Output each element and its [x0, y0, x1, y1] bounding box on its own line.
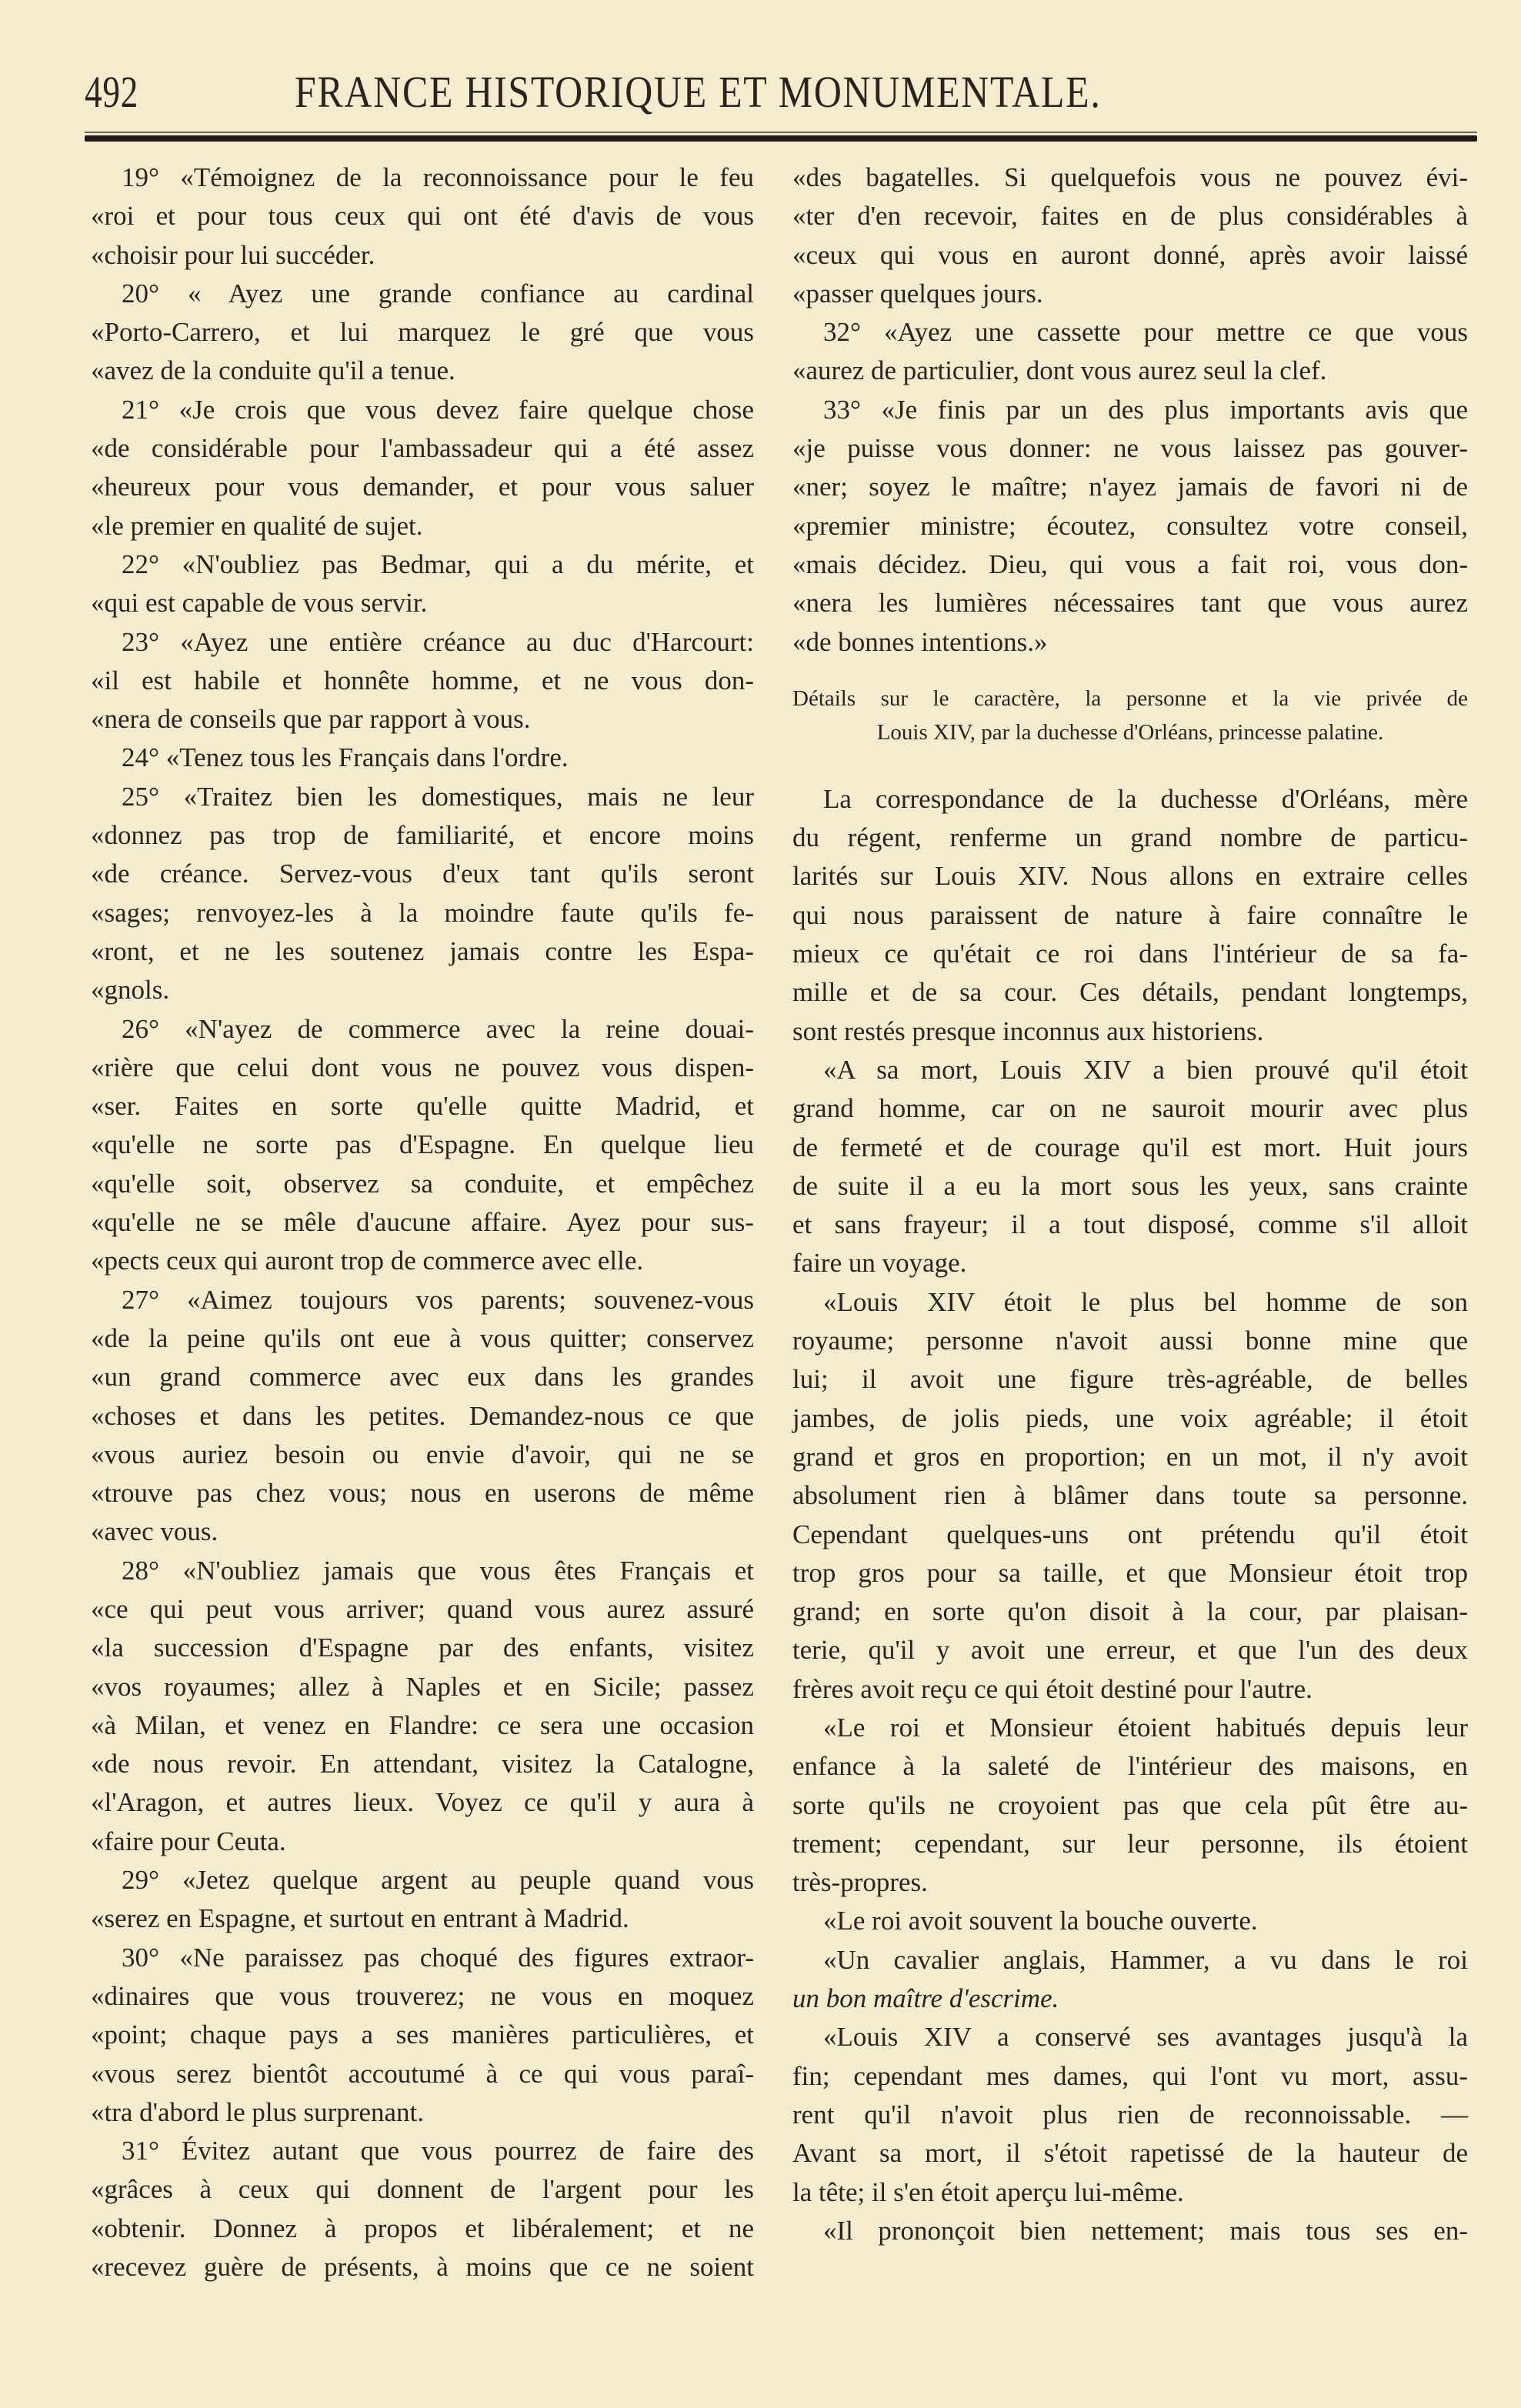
paragraph — [91, 2132, 754, 2286]
text-line: grand homme, car on ne sauroit mourir avec plus — [792, 1093, 1468, 1124]
paragraph — [792, 1283, 1468, 1709]
paragraph — [91, 391, 754, 545]
text-line: 23° «Ayez une entière créance au duc d'Harcourt: — [122, 626, 754, 657]
text-line: «de nous revoir. En attendant, visitez la Catalogne, — [91, 1749, 754, 1779]
text-line: «dinaires que vous trouverez; ne vous en moquez — [91, 1980, 754, 2011]
text-line: la tête; il s'en étoit aperçu lui-même. — [792, 2176, 1184, 2207]
text-line: «choisir pour lui succéder. — [91, 239, 375, 270]
text-line: grand et gros en proportion; en un mot, il n'y avoit — [792, 1441, 1468, 1472]
text-line: qui nous paraissent de nature à faire connaître le — [792, 899, 1468, 930]
text-line: «Louis XIV a conservé ses avantages jusqu'à la — [823, 2022, 1468, 2053]
text-line: 20° « Ayez une grande confiance au cardinal — [122, 278, 754, 309]
text-line: «Il prononçoit bien nettement; mais tous ses en- — [823, 2215, 1468, 2246]
text-line: «de créance. Servez-vous d'eux tant qu'ils seront — [91, 859, 754, 889]
text-line: «l'Aragon, et autres lieux. Voyez ce qu'il y aura à — [91, 1787, 754, 1818]
text-line: «recevez guère de présents, à moins que ce ne soient — [91, 2252, 754, 2283]
text-line: mille et de sa cour. Ces détails, pendant longtemps, — [792, 977, 1468, 1008]
text-line: «il est habile et honnête homme, et ne vous don- — [91, 665, 754, 695]
text-line: 21° «Je crois que vous devez faire quelque chose — [122, 394, 754, 425]
text-line: «je puisse vous donner: ne vous laissez pas gouver- — [792, 433, 1468, 464]
header-rule — [85, 135, 1477, 142]
text-line: de suite il a eu la mort sous les yeux, sans crainte — [792, 1170, 1468, 1201]
paragraph — [91, 545, 754, 623]
text-line: «mais décidez. Dieu, qui vous a fait roi, vous don- — [792, 549, 1468, 579]
text-line: et sans frayeur; il a tout disposé, comme s'il alloit — [792, 1209, 1468, 1240]
text-line: lui; il avoit une figure très-agréable, de belles — [792, 1364, 1468, 1395]
text-line: «heureux pour vous demander, et pour vous saluer — [91, 472, 754, 502]
text-line: 31° Évitez autant que vous pourrez de faire des — [122, 2136, 754, 2166]
text-line: «ront, et ne les soutenez jamais contre les Espa- — [91, 936, 754, 966]
text-line: 22° «N'oubliez pas Bedmar, qui a du mérite, et — [122, 549, 754, 579]
text-line: «Le roi et Monsieur étoient habitués depuis leur — [823, 1712, 1468, 1743]
text-line: trop gros pour sa taille, et que Monsieur étoit trop — [792, 1557, 1468, 1588]
right-column-after-caption — [792, 780, 1468, 2250]
right-column — [792, 158, 1468, 2250]
text-line: «ner; soyez le maître; n'ayez jamais de favori ni de — [792, 472, 1468, 502]
text-line: «de bonnes intentions.» — [792, 626, 1048, 657]
text-line: 19° «Témoignez de la reconnoissance pour le feu — [122, 162, 754, 192]
text-line: «tra d'abord le plus surprenant. — [91, 2096, 424, 2127]
text-line: «vous serez bientôt accoutumé à ce qui vous paraî- — [91, 2058, 754, 2089]
text-line: «avez de la conduite qu'il a tenue. — [91, 355, 455, 386]
text-line: frères avoit reçu ce qui étoit destiné pour l'autre. — [792, 1673, 1313, 1704]
paragraph — [91, 1010, 754, 1281]
text-line: «premier ministre; écoutez, consultez votre conseil, — [792, 510, 1468, 541]
text-line: «qu'elle ne se mêle d'aucune affaire. Ayez pour sus- — [91, 1207, 754, 1238]
text-line: La correspondance de la duchesse d'Orléans, mère — [823, 783, 1468, 814]
text-line: «Le roi avoit souvent la bouche ouverte. — [823, 1906, 1258, 1936]
text-line: «de considérable pour l'ambassadeur qui a été assez — [91, 433, 754, 464]
text-line: 26° «N'ayez de commerce avec la reine douai- — [122, 1013, 754, 1044]
paragraph — [91, 623, 754, 739]
text-line: «qu'elle ne sorte pas d'Espagne. En quelque lieu — [91, 1129, 754, 1160]
paragraph — [91, 1552, 754, 1861]
paragraph — [792, 1941, 1468, 2019]
right-column-before-caption — [792, 158, 1468, 662]
section-caption — [792, 682, 1468, 749]
paragraph — [792, 1709, 1468, 1902]
text-line: «choses et dans les petites. Demandez-nous ce que — [91, 1400, 754, 1431]
text-line: «des bagatelles. Si quelquefois vous ne pouvez évi- — [792, 162, 1468, 192]
text-line: «ce qui peut vous arriver; quand vous aurez assuré — [91, 1593, 754, 1624]
text-line: «A sa mort, Louis XIV a bien prouvé qu'il étoit — [823, 1054, 1468, 1085]
paragraph — [792, 2018, 1468, 2211]
text-line: «aurez de particulier, dont vous aurez seul la clef. — [792, 355, 1327, 386]
text-line: un bon maître d'escrime. — [792, 1983, 1059, 2014]
paragraph — [792, 2212, 1468, 2250]
paragraph — [792, 158, 1468, 313]
text-line: fin; cependant mes dames, qui l'ont vu mort, assu- — [792, 2060, 1468, 2091]
text-line: «pects ceux qui auront trop de commerce avec elle. — [91, 1246, 644, 1276]
paragraph — [91, 1861, 754, 1939]
text-line: «point; chaque pays a ses manières particulières, et — [91, 2019, 754, 2050]
paragraph — [792, 1902, 1468, 1940]
text-line: rent qu'il n'avoit plus rien de reconnoissable. — — [792, 2099, 1468, 2130]
header-rule-thin — [85, 132, 1477, 133]
paragraph — [91, 739, 754, 777]
text-line: «ter d'en recevoir, faites en de plus considérables à — [792, 201, 1468, 232]
text-line: «nera de conseils que par rapport à vous. — [91, 704, 531, 735]
text-line: «passer quelques jours. — [792, 278, 1043, 309]
paragraph — [91, 1281, 754, 1552]
text-line: «vos royaumes; allez à Naples et en Sicile; passez — [91, 1671, 754, 1702]
text-line: «qu'elle soit, observez sa conduite, et empêchez — [91, 1168, 754, 1199]
text-line: très-propres. — [792, 1867, 928, 1898]
text-line: «gnols. — [91, 975, 170, 1006]
text-line: absolument rien à blâmer dans toute sa personne. — [792, 1480, 1468, 1511]
text-line: sont restés presque inconnus aux historiens. — [792, 1016, 1264, 1046]
text-line: «de la peine qu'ils ont eue à vous quitter; conservez — [91, 1322, 754, 1353]
text-line: «sages; renvoyez-les à la moindre faute qu'ils fe- — [91, 897, 754, 928]
text-line: «serez en Espagne, et surtout en entrant à Madrid. — [91, 1903, 629, 1934]
text-line: «la succession d'Espagne par des enfants, visitez — [91, 1633, 754, 1663]
text-line: Louis XIV, par la duchesse d'Orléans, princesse palatine. — [876, 719, 1384, 745]
paragraph — [792, 780, 1468, 1051]
paragraph — [91, 275, 754, 391]
paragraph — [91, 1939, 754, 2132]
text-line: «à Milan, et venez en Flandre: ce sera une occasion — [91, 1709, 754, 1740]
text-line: «trouve pas chez vous; nous en userons de même — [91, 1478, 754, 1509]
text-line: «Louis XIV étoit le plus bel homme de son — [823, 1286, 1468, 1317]
text-line: «un grand commerce avec eux dans les grandes — [91, 1362, 754, 1392]
text-line: mieux ce qu'était ce roi dans l'intérieur de sa fa- — [792, 939, 1468, 969]
running-title: FRANCE HISTORIQUE ET MONUMENTALE. — [295, 67, 1102, 117]
paragraph — [792, 391, 1468, 662]
text-line: «vous auriez besoin ou envie d'avoir, qui ne se — [91, 1439, 754, 1469]
text-line: «donnez pas trop de familiarité, et encore moins — [91, 820, 754, 851]
text-line: «ceux qui vous en auront donné, après avoir laissé — [792, 239, 1468, 270]
text-line: 32° «Ayez une cassette pour mettre ce que vous — [823, 317, 1468, 348]
text-line: «avec vous. — [91, 1516, 218, 1547]
text-line: «grâces à ceux qui donnent de l'argent pour les — [91, 2174, 754, 2205]
text-line: Détails sur le caractère, la personne et la vie privée de — [792, 685, 1468, 711]
text-line: 30° «Ne paraissez pas choqué des figures extraor- — [122, 1942, 754, 1973]
page-number: 492 — [85, 67, 139, 117]
text-line: larités sur Louis XIV. Nous allons en extraire celles — [792, 861, 1468, 892]
text-line: «faire pour Ceuta. — [91, 1826, 286, 1856]
paragraph — [792, 313, 1468, 391]
text-line: «qui est capable de vous servir. — [91, 588, 428, 619]
text-line: 29° «Jetez quelque argent au peuple quand vous — [122, 1865, 754, 1896]
text-line: royaume; personne n'avoit aussi bonne mine que — [792, 1326, 1468, 1356]
paragraph — [792, 1051, 1468, 1283]
text-line: jambes, de jolis pieds, une voix agréable; il étoit — [792, 1402, 1468, 1433]
paragraph — [91, 158, 754, 275]
paragraph — [91, 778, 754, 1010]
text-line: «roi et pour tous ceux qui ont été d'avis de vous — [91, 201, 754, 232]
text-line: «ser. Faites en sorte qu'elle quitte Madrid, et — [91, 1091, 754, 1122]
caption-text — [792, 682, 1468, 749]
text-line: terie, qu'il y avoit une erreur, et que l'un des deux — [792, 1635, 1468, 1666]
text-line: «rière que celui dont vous ne pouvez vous dispen- — [91, 1052, 754, 1082]
text-line: «Un cavalier anglais, Hammer, a vu dans le roi — [823, 1944, 1468, 1975]
text-line: de fermeté et de courage qu'il est mort. Huit jours — [792, 1132, 1468, 1162]
text-line: «nera les lumières nécessaires tant que vous aurez — [792, 588, 1468, 619]
text-line: «obtenir. Donnez à propos et libéralement; et ne — [91, 2213, 754, 2243]
text-line: enfance à la saleté de l'intérieur des maisons, en — [792, 1751, 1468, 1782]
text-line: faire un voyage. — [792, 1248, 967, 1279]
text-line: Avant sa mort, il s'étoit rapetissé de la hauteur de — [792, 2138, 1468, 2169]
text-line: 28° «N'oubliez jamais que vous êtes Français et — [122, 1555, 754, 1586]
text-line: trement; cependant, sur leur personne, ils étoient — [792, 1828, 1468, 1859]
text-line: du régent, renferme un grand nombre de particu- — [792, 822, 1468, 853]
text-line: sorte qu'ils ne croyoient pas que cela pût être au- — [792, 1789, 1468, 1820]
text-line: «Porto-Carrero, et lui marquez le gré que vous — [91, 317, 754, 348]
text-line: 25° «Traitez bien les domestiques, mais ne leur — [122, 781, 754, 812]
text-line: 27° «Aimez toujours vos parents; souvenez-vous — [122, 1284, 754, 1315]
left-column — [91, 158, 754, 2286]
text-line: Cependant quelques-uns ont prétendu qu'il étoit — [792, 1519, 1468, 1549]
text-line: «le premier en qualité de sujet. — [91, 510, 423, 541]
text-line: grand; en sorte qu'on disoit à la cour, par plaisan- — [792, 1596, 1468, 1627]
text-line: 24° «Tenez tous les Français dans l'ordre. — [122, 742, 569, 773]
text-line: 33° «Je finis par un des plus importants avis que — [823, 394, 1468, 425]
